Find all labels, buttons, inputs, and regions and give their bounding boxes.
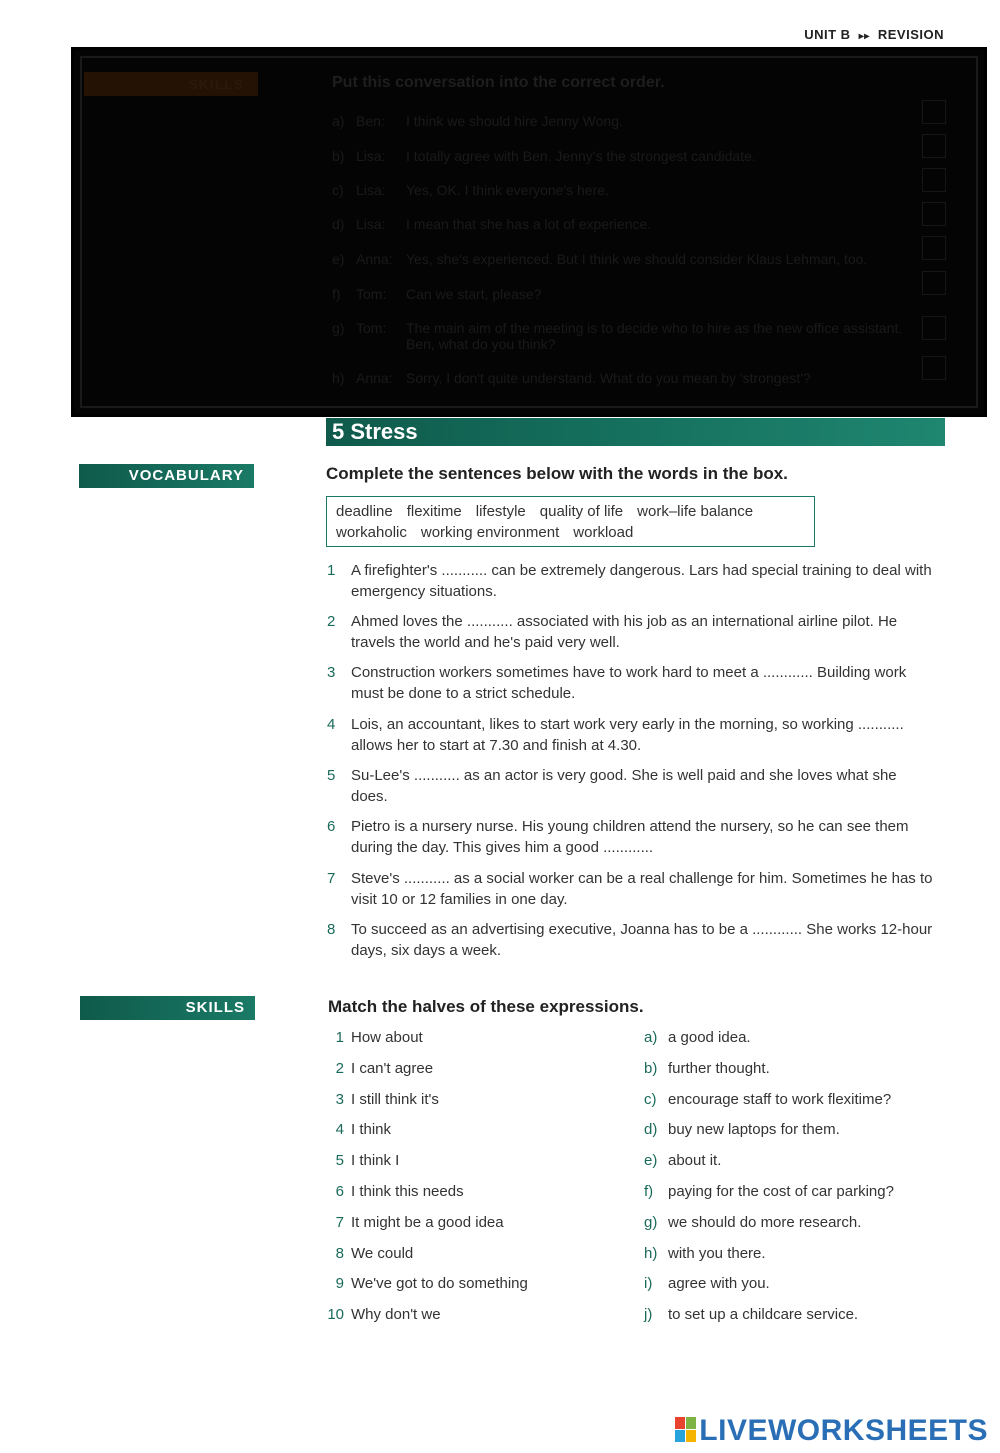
- match-text: How about: [351, 1029, 423, 1046]
- match-number: 3: [335, 1090, 344, 1108]
- skills-instruction: Match the halves of these expressions.: [328, 997, 644, 1016]
- line-letter: c): [332, 182, 344, 198]
- line-text: Yes, she's experienced. But I think we should consider Klaus Lehman, too.: [406, 251, 868, 267]
- skills-tag: SKILLS: [80, 996, 255, 1020]
- order-answer-box: [922, 202, 946, 226]
- match-letter: h): [644, 1244, 658, 1262]
- match-text: we should do more research.: [668, 1213, 862, 1231]
- item-text: To succeed as an advertising executive, Joanna has to be a ............ She works 12-hour days, six days a week.: [351, 921, 933, 959]
- line-speaker: Lisa:: [356, 182, 386, 198]
- line-speaker: Lisa:: [356, 148, 386, 164]
- match-text: paying for the cost of car parking?: [668, 1183, 894, 1200]
- match-number: 5: [335, 1152, 344, 1170]
- match-number: 8: [335, 1244, 344, 1262]
- section-label: REVISION: [877, 27, 944, 42]
- match-letter: f): [644, 1183, 654, 1200]
- item-text: Pietro is a nursery nurse. His young children attend the nursery, so he can see them during the day. This gives him a good ............: [351, 818, 909, 856]
- word-box-word: deadline: [336, 503, 393, 520]
- conversation-line: [332, 216, 911, 232]
- match-right-item: [644, 1152, 721, 1169]
- match-text: buy new laptops for them.: [668, 1121, 840, 1139]
- match-text: Why don't we: [351, 1306, 441, 1324]
- line-letter: g): [332, 320, 345, 336]
- match-number: 7: [335, 1213, 344, 1231]
- item-text: A firefighter's ........... can be extremely dangerous. Lars had special training to deal with emergency situations.: [351, 562, 932, 600]
- word-box-word: quality of life: [539, 503, 624, 520]
- line-text: Yes, OK. I think everyone's here.: [406, 182, 609, 198]
- match-right-item: [644, 1183, 894, 1200]
- line-letter: b): [332, 148, 345, 164]
- item-text: Su-Lee's ........... as an actor is very good. She is well paid and she loves what she does.: [351, 767, 897, 805]
- conversation-line: [332, 182, 911, 198]
- conversation-line: [332, 320, 911, 352]
- match-letter: d): [644, 1121, 658, 1139]
- match-text: with you there.: [668, 1244, 766, 1262]
- match-text: I can't agree: [351, 1059, 434, 1077]
- item-number: 3: [327, 664, 336, 681]
- order-answer-box: [922, 356, 946, 380]
- item-text: Steve's ........... as a social worker can be a real challenge for him. Sometimes he has to visit 10 or 12 families in one day.: [351, 870, 933, 908]
- match-right-item: [644, 1306, 858, 1323]
- match-right-item: [644, 1214, 861, 1231]
- line-letter: a): [332, 113, 345, 129]
- match-letter: g): [644, 1213, 658, 1231]
- line-speaker: Tom:: [356, 286, 387, 302]
- match-letter: c): [644, 1090, 657, 1108]
- line-letter: h): [332, 370, 345, 386]
- line-text: I think we should hire Jenny Wong.: [406, 113, 623, 129]
- match-number: 1: [335, 1029, 344, 1046]
- match-right-item: [644, 1060, 770, 1077]
- item-number: 8: [327, 921, 336, 938]
- vocabulary-item: [327, 662, 937, 704]
- conversation-line: [332, 370, 911, 386]
- item-text: Lois, an accountant, likes to start work very early in the morning, so working ........... allows her to start at 7.30 and finish at 4.30.: [351, 716, 904, 754]
- match-text: a good idea.: [668, 1029, 751, 1046]
- match-text: We've got to do something: [351, 1275, 528, 1293]
- double-arrow-icon: ▸▸: [858, 31, 870, 42]
- match-text: I still think it's: [351, 1090, 439, 1108]
- match-text: It might be a good idea: [351, 1213, 504, 1231]
- covered-exercise: [71, 47, 987, 417]
- word-box-word: flexitime: [406, 503, 462, 520]
- match-number: 2: [335, 1059, 344, 1077]
- match-right-item: [644, 1091, 891, 1108]
- line-text: The main aim of the meeting is to decide who to hire as the new office assistant. Ben, what do you think?: [406, 320, 903, 352]
- item-number: 7: [327, 870, 336, 887]
- item-number: 2: [327, 613, 336, 630]
- match-number: 10: [327, 1306, 344, 1324]
- conversation-line: [332, 113, 911, 129]
- match-left-item: [326, 1060, 433, 1077]
- line-speaker: Tom:: [356, 320, 387, 336]
- match-right-item: [644, 1245, 766, 1262]
- line-speaker: Anna:: [356, 251, 393, 267]
- match-left-item: [326, 1306, 441, 1323]
- order-answer-box: [922, 168, 946, 192]
- item-number: 1: [327, 562, 336, 579]
- order-answer-box: [922, 134, 946, 158]
- match-text: agree with you.: [668, 1275, 770, 1293]
- word-box-word: lifestyle: [475, 503, 526, 520]
- item-number: 5: [327, 767, 336, 784]
- match-left-item: [326, 1029, 423, 1046]
- vocabulary-item: [327, 714, 937, 756]
- match-text: I think I: [351, 1152, 400, 1170]
- match-text: about it.: [668, 1152, 722, 1170]
- match-number: 9: [335, 1275, 344, 1293]
- item-text: Ahmed loves the ........... associated with his job as an international airline pilot. He travels the world and he's paid very well.: [351, 613, 898, 651]
- unit-label: UNIT B: [804, 27, 851, 42]
- vocabulary-item: [327, 816, 937, 858]
- conversation-line: [332, 148, 911, 164]
- conversation-line: [332, 251, 911, 267]
- line-speaker: Lisa:: [356, 216, 386, 232]
- section-title: 5 Stress: [326, 418, 945, 446]
- line-text: I mean that she has a lot of experience.: [406, 216, 652, 232]
- match-left-item: [326, 1091, 439, 1108]
- match-number: 6: [335, 1183, 344, 1200]
- vocabulary-tag: VOCABULARY: [79, 464, 254, 488]
- page-header: [804, 27, 944, 42]
- match-text: encourage staff to work flexitime?: [668, 1090, 892, 1108]
- vocabulary-item: [327, 765, 937, 807]
- line-letter: d): [332, 216, 345, 232]
- match-text: I think: [351, 1121, 392, 1139]
- match-left-item: [326, 1245, 413, 1262]
- line-text: Sorry, I don't quite understand. What do you mean by 'strongest'?: [406, 370, 811, 386]
- line-text: Can we start, please?: [406, 286, 542, 302]
- line-letter: f): [332, 286, 341, 302]
- vocabulary-item: [327, 868, 937, 910]
- logo-text: LIVEWORKSHEETS: [699, 1414, 988, 1447]
- match-text: I think this needs: [351, 1183, 464, 1200]
- order-answer-box: [922, 271, 946, 295]
- match-right-item: [644, 1029, 751, 1046]
- match-right-item: [644, 1121, 840, 1138]
- line-speaker: Anna:: [356, 370, 393, 386]
- vocabulary-item: [327, 560, 937, 602]
- match-left-item: [326, 1121, 391, 1138]
- liveworksheets-logo: [675, 1414, 988, 1448]
- vocabulary-instruction: Complete the sentences below with the words in the box.: [326, 464, 788, 483]
- match-left-item: [326, 1183, 464, 1200]
- vocabulary-item: [327, 919, 937, 961]
- order-answer-box: [922, 100, 946, 124]
- line-speaker: Ben:: [356, 113, 385, 129]
- match-right-item: [644, 1275, 770, 1292]
- match-letter: b): [644, 1059, 658, 1077]
- vocabulary-item: [327, 611, 937, 653]
- item-text: Construction workers sometimes have to work hard to meet a ............ Building work must be done to a strict schedule.: [351, 664, 907, 702]
- match-left-item: [326, 1152, 399, 1169]
- line-letter: e): [332, 251, 345, 267]
- conversation-line: [332, 286, 911, 302]
- match-text: We could: [351, 1244, 414, 1262]
- match-letter: a): [644, 1029, 658, 1046]
- covered-instruction: Put this conversation into the correct order.: [332, 74, 665, 91]
- match-left-item: [326, 1275, 528, 1292]
- match-left-item: [326, 1214, 504, 1231]
- word-box-word: workload: [573, 524, 634, 541]
- word-box: [326, 496, 815, 547]
- word-box-word: workaholic: [336, 524, 407, 541]
- match-letter: j): [644, 1306, 653, 1324]
- word-box-word: working environment: [420, 524, 560, 541]
- line-text: I totally agree with Ben. Jenny's the strongest candidate.: [406, 148, 756, 164]
- item-number: 6: [327, 818, 336, 835]
- order-answer-box: [922, 316, 946, 340]
- item-number: 4: [327, 716, 336, 733]
- order-answer-box: [922, 236, 946, 260]
- covered-skills-tag: SKILLS: [84, 72, 258, 96]
- match-letter: i): [644, 1275, 653, 1293]
- match-letter: e): [644, 1152, 658, 1170]
- match-text: further thought.: [668, 1059, 770, 1077]
- logo-icon: [675, 1417, 697, 1443]
- word-box-word: work–life balance: [637, 503, 754, 520]
- match-text: to set up a childcare service.: [668, 1306, 859, 1324]
- covered-exercise-frame: [80, 56, 978, 408]
- word-box-row: [336, 501, 805, 522]
- word-box-row: [336, 522, 805, 543]
- match-number: 4: [335, 1121, 344, 1139]
